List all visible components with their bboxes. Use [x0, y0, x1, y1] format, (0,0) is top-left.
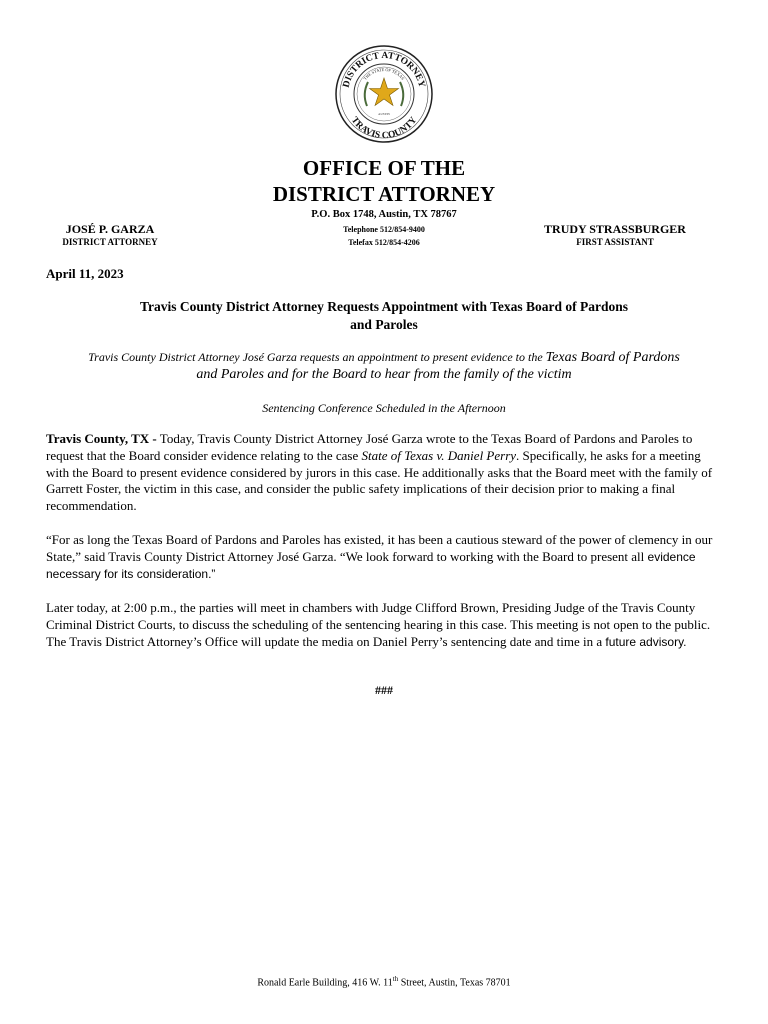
subhead-part3: and Paroles and for the Board to hear from the family of the victim	[196, 367, 572, 382]
first-assistant-name: TRUDY STRASSBURGER	[544, 222, 686, 236]
subhead-part2: Texas Board of Pardons	[545, 350, 680, 365]
subheadline-secondary: Sentencing Conference Scheduled in the Afternoon	[262, 401, 506, 415]
case-name: State of Texas v. Daniel Perry	[361, 447, 517, 463]
first-assistant-role: FIRST ASSISTANT	[576, 237, 654, 247]
paragraph-3-text-b: future advisory.	[605, 634, 687, 649]
release-date: April 11, 2023	[46, 266, 124, 281]
footer-sup: th	[392, 975, 399, 983]
star-icon	[370, 78, 399, 106]
paragraph-1-text-a: Today, Travis County District Attorney José Garza wrote to the Texas Board of Pardons and Paroles to request that the Board consider evidence relating to the case	[46, 431, 693, 463]
office-title-line2: DISTRICT ATTORNEY	[272, 182, 496, 206]
paragraph-3	[46, 600, 726, 650]
paragraph-3-text-a: Later today, at 2:00 p.m., the parties will meet in chambers with Judge Clifford Brown, Presiding Judge of the Travis County Criminal District Courts, to discuss the scheduling of the sentencing hearing in this case. This meeting is not open to the public. The Travis District Attorney’s Office will update the media on Daniel Perry’s sentencing date and time in a	[46, 600, 711, 649]
dateline: Travis County, TX -	[46, 431, 157, 446]
paragraph-1-text-b: . Specifically, he asks for a meeting with the Board to present evidence considered by jurors in this case. He additionally asks that the Board meet with the family of Garrett Foster, the victim in this case, and consider the public safety implications of their decision prior to making a final recommendation.	[46, 447, 713, 514]
seal-inner-text: THE STATE OF TEXAS	[362, 66, 406, 81]
headline	[90, 298, 678, 334]
po-box: P.O. Box 1748, Austin, TX 78767	[311, 209, 457, 220]
paragraph-2-text-b: evidence necessary for its consideration.”	[46, 549, 696, 581]
telefax: Telefax 512/854-4206	[348, 238, 420, 247]
footer-part2: Street, Austin, Texas 78701	[398, 977, 511, 989]
paragraph-2-text-a: “For as long the Texas Board of Pardons and Paroles has existed, it has been a cautious steward of the power of clemency in our State,” said Travis County District Attorney José Garza. “We look forward to working with the Board to present all	[46, 532, 713, 564]
end-mark: ###	[375, 683, 393, 697]
paragraph-2	[46, 532, 726, 582]
svg-text:TRAVIS COUNTY	[349, 115, 419, 141]
headline-line2: and Paroles	[350, 317, 418, 332]
district-attorney-role: DISTRICT ATTORNEY	[62, 237, 158, 247]
footer-part1: Ronald Earle Building, 416 W. 11	[257, 977, 393, 989]
paragraph-1	[46, 431, 726, 515]
subheadline	[40, 349, 728, 383]
subhead-part1: Travis County District Attorney José Garza requests an appointment to present evidence to the	[88, 350, 546, 364]
seal-bottom-text: TRAVIS COUNTY	[348, 115, 420, 142]
office-title	[0, 155, 768, 207]
footer-address	[0, 975, 768, 988]
telephone: Telephone 512/854-9400	[343, 225, 425, 234]
seal-small-text: AUSTIN	[378, 112, 390, 116]
seal-top-text: DISTRICT ATTORNEY	[341, 50, 427, 89]
district-attorney-name: JOSÉ P. GARZA	[65, 222, 155, 236]
office-title-line1: OFFICE OF THE	[302, 156, 466, 180]
district-attorney-seal	[334, 44, 434, 144]
headline-line1: Travis County District Attorney Requests Appointment with Texas Board of Pardons	[139, 299, 629, 314]
